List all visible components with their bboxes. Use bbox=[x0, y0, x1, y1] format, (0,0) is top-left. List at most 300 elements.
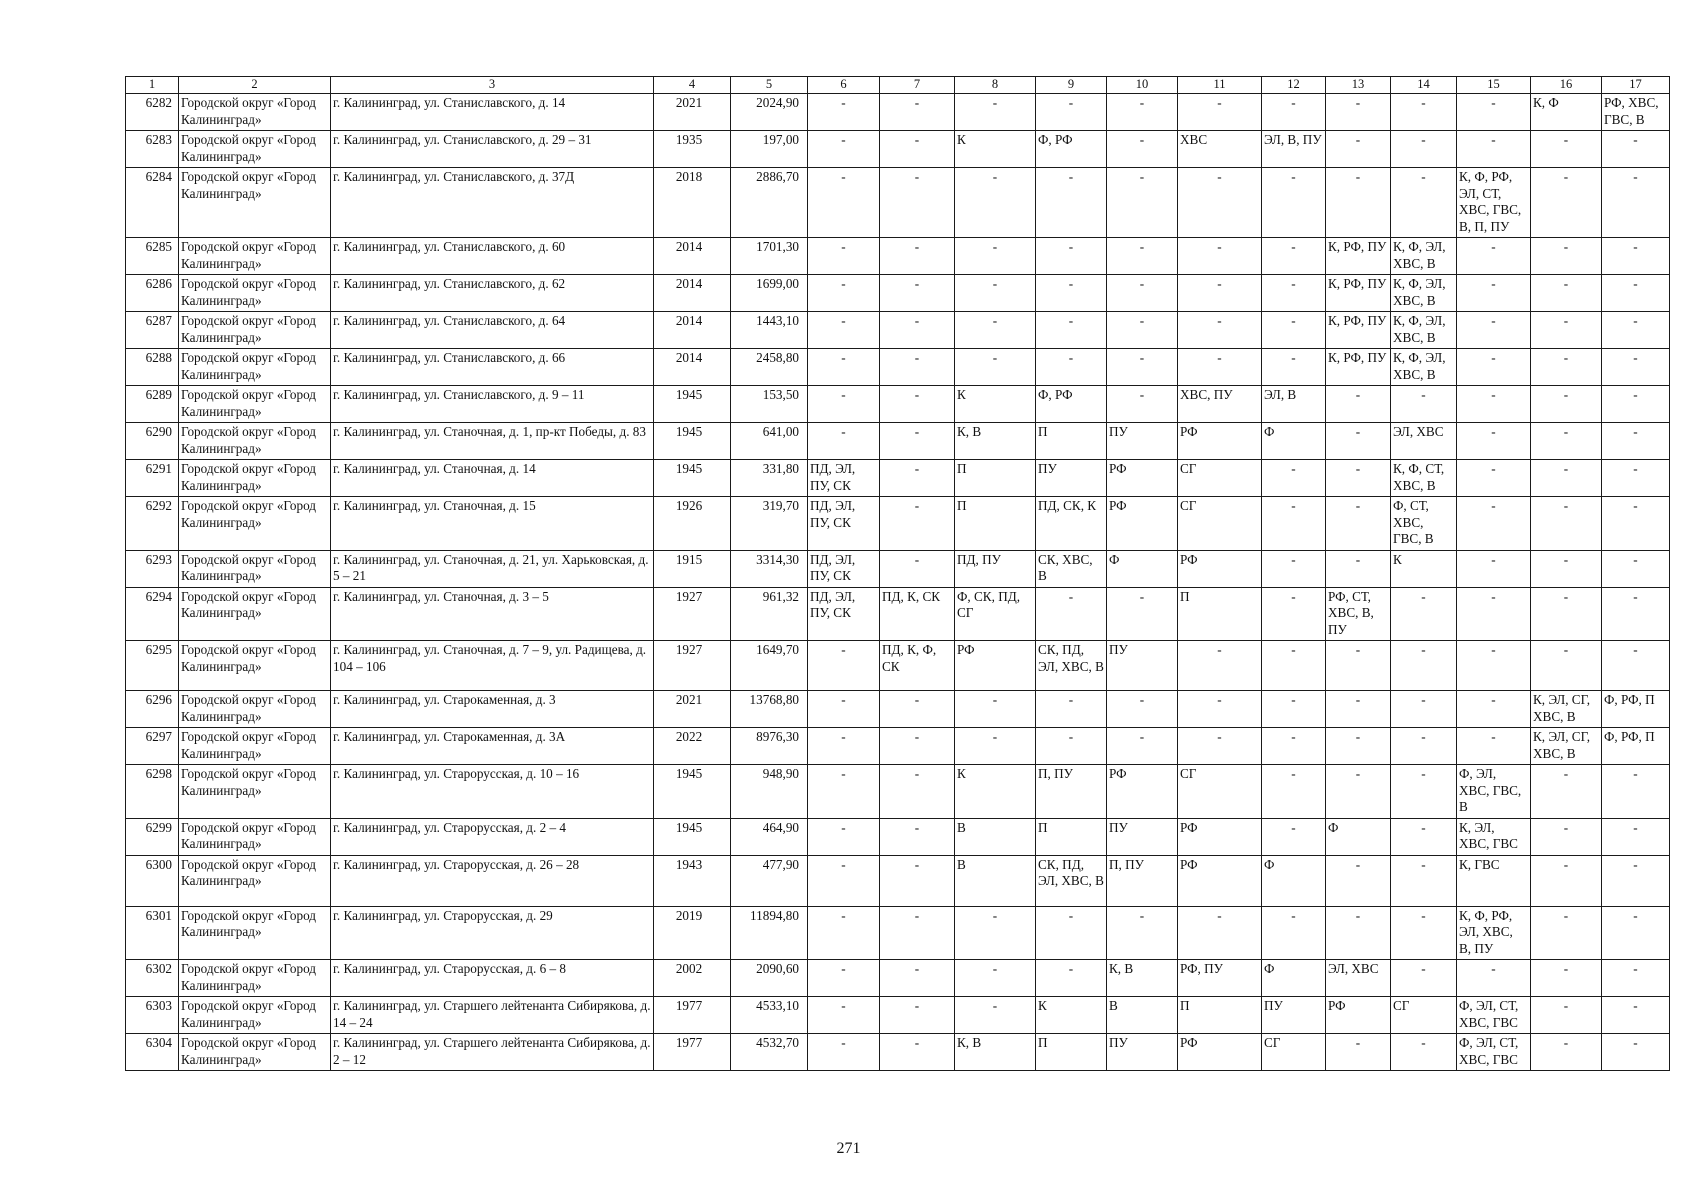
year-cell: 1945 bbox=[654, 386, 731, 423]
work-type-cell: - bbox=[1036, 238, 1107, 275]
area-value-cell: 11894,80 bbox=[731, 906, 808, 960]
work-type-cell: - bbox=[808, 94, 880, 131]
address-cell: г. Калининград, ул. Станиславского, д. 64 bbox=[331, 312, 654, 349]
column-header: 8 bbox=[955, 77, 1036, 94]
work-type-cell: - bbox=[955, 997, 1036, 1034]
municipality-cell: Городской округ «Город Калининград» bbox=[179, 818, 331, 855]
year-cell: 1927 bbox=[654, 587, 731, 641]
work-type-cell: - bbox=[1531, 423, 1602, 460]
register-table-container bbox=[125, 76, 1670, 1071]
table-row bbox=[126, 94, 1670, 131]
table-row bbox=[126, 1034, 1670, 1071]
work-type-cell: К, ЭЛ, ХВС, ГВС bbox=[1457, 818, 1531, 855]
municipality-cell: Городской округ «Город Калининград» bbox=[179, 1034, 331, 1071]
work-type-cell: - bbox=[880, 131, 955, 168]
address-cell: г. Калининград, ул. Станиславского, д. 37Д bbox=[331, 168, 654, 238]
work-type-cell: - bbox=[1602, 855, 1670, 906]
work-type-cell: - bbox=[880, 423, 955, 460]
work-type-cell: П bbox=[1036, 1034, 1107, 1071]
municipality-cell: Городской округ «Город Калининград» bbox=[179, 691, 331, 728]
work-type-cell: К, РФ, ПУ bbox=[1326, 349, 1391, 386]
work-type-cell: РФ bbox=[1107, 460, 1178, 497]
page-number: 271 bbox=[836, 1140, 861, 1157]
work-type-cell: РФ, ХВС, ГВС, В bbox=[1602, 94, 1670, 131]
work-type-cell: - bbox=[1531, 765, 1602, 819]
table-row bbox=[126, 818, 1670, 855]
area-value-cell: 197,00 bbox=[731, 131, 808, 168]
municipality-cell: Городской округ «Город Калининград» bbox=[179, 423, 331, 460]
column-header: 17 bbox=[1602, 77, 1670, 94]
work-type-cell: - bbox=[1262, 312, 1326, 349]
table-row bbox=[126, 497, 1670, 551]
work-type-cell: - bbox=[1391, 765, 1457, 819]
work-type-cell: - bbox=[808, 818, 880, 855]
column-header: 16 bbox=[1531, 77, 1602, 94]
work-type-cell: Ф, ЭЛ, ХВС, ГВС, В bbox=[1457, 765, 1531, 819]
work-type-cell: - bbox=[1036, 349, 1107, 386]
work-type-cell: ПД, К, Ф, СК bbox=[880, 641, 955, 691]
work-type-cell: - bbox=[1036, 906, 1107, 960]
work-type-cell: - bbox=[1036, 312, 1107, 349]
work-type-cell: - bbox=[808, 238, 880, 275]
work-type-cell: Ф, РФ bbox=[1036, 131, 1107, 168]
work-type-cell: - bbox=[1457, 641, 1531, 691]
row-number-cell: 6302 bbox=[126, 960, 179, 997]
work-type-cell: - bbox=[1457, 587, 1531, 641]
row-number-cell: 6296 bbox=[126, 691, 179, 728]
work-type-cell: - bbox=[1107, 349, 1178, 386]
work-type-cell: - bbox=[1602, 906, 1670, 960]
work-type-cell: - bbox=[1531, 1034, 1602, 1071]
year-cell: 1945 bbox=[654, 818, 731, 855]
work-type-cell: К, В bbox=[955, 423, 1036, 460]
work-type-cell: - bbox=[1457, 497, 1531, 551]
table-row bbox=[126, 238, 1670, 275]
area-value-cell: 4533,10 bbox=[731, 997, 808, 1034]
work-type-cell: - bbox=[880, 550, 955, 587]
work-type-cell: К bbox=[955, 386, 1036, 423]
work-type-cell: - bbox=[1326, 906, 1391, 960]
work-type-cell: - bbox=[1326, 691, 1391, 728]
work-type-cell: - bbox=[1457, 94, 1531, 131]
address-cell: г. Калининград, ул. Старшего лейтенанта Сибирякова, д. 14 – 24 bbox=[331, 997, 654, 1034]
work-type-cell: - bbox=[1457, 349, 1531, 386]
address-cell: г. Калининград, ул. Станиславского, д. 66 bbox=[331, 349, 654, 386]
row-number-cell: 6297 bbox=[126, 728, 179, 765]
work-type-cell: К, Ф, ЭЛ, ХВС, В bbox=[1391, 238, 1457, 275]
work-type-cell: СГ bbox=[1178, 497, 1262, 551]
table-row bbox=[126, 765, 1670, 819]
work-type-cell: - bbox=[1531, 997, 1602, 1034]
work-type-cell: - bbox=[808, 765, 880, 819]
work-type-cell: - bbox=[1602, 641, 1670, 691]
address-cell: г. Калининград, ул. Старорусская, д. 6 – 8 bbox=[331, 960, 654, 997]
work-type-cell: - bbox=[1178, 275, 1262, 312]
column-header: 13 bbox=[1326, 77, 1391, 94]
work-type-cell: - bbox=[880, 168, 955, 238]
year-cell: 1927 bbox=[654, 641, 731, 691]
work-type-cell: ПУ bbox=[1036, 460, 1107, 497]
work-type-cell: К, Ф, СТ, ХВС, В bbox=[1391, 460, 1457, 497]
work-type-cell: К, РФ, ПУ bbox=[1326, 275, 1391, 312]
year-cell: 2014 bbox=[654, 275, 731, 312]
work-type-cell: - bbox=[1531, 312, 1602, 349]
work-type-cell: - bbox=[1531, 818, 1602, 855]
work-type-cell: ПД, ЭЛ, ПУ, СК bbox=[808, 497, 880, 551]
work-type-cell: Ф, РФ, П bbox=[1602, 691, 1670, 728]
work-type-cell: - bbox=[1107, 587, 1178, 641]
register-table bbox=[125, 76, 1670, 1071]
address-cell: г. Калининград, ул. Станиславского, д. 62 bbox=[331, 275, 654, 312]
work-type-cell: - bbox=[808, 906, 880, 960]
row-number-cell: 6284 bbox=[126, 168, 179, 238]
municipality-cell: Городской округ «Город Калининград» bbox=[179, 94, 331, 131]
row-number-cell: 6303 bbox=[126, 997, 179, 1034]
row-number-cell: 6291 bbox=[126, 460, 179, 497]
work-type-cell: П bbox=[1178, 587, 1262, 641]
work-type-cell: - bbox=[955, 94, 1036, 131]
work-type-cell: - bbox=[1457, 131, 1531, 168]
column-header: 15 bbox=[1457, 77, 1531, 94]
work-type-cell: - bbox=[808, 1034, 880, 1071]
year-cell: 1926 bbox=[654, 497, 731, 551]
work-type-cell: Ф, ЭЛ, СТ, ХВС, ГВС bbox=[1457, 997, 1531, 1034]
year-cell: 1945 bbox=[654, 423, 731, 460]
work-type-cell: - bbox=[1602, 349, 1670, 386]
municipality-cell: Городской округ «Город Калининград» bbox=[179, 238, 331, 275]
work-type-cell: - bbox=[1602, 765, 1670, 819]
column-header: 6 bbox=[808, 77, 880, 94]
municipality-cell: Городской округ «Город Калининград» bbox=[179, 960, 331, 997]
work-type-cell: - bbox=[880, 349, 955, 386]
work-type-cell: - bbox=[955, 238, 1036, 275]
work-type-cell: - bbox=[1531, 131, 1602, 168]
work-type-cell: - bbox=[1457, 275, 1531, 312]
work-type-cell: - bbox=[1531, 460, 1602, 497]
area-value-cell: 2090,60 bbox=[731, 960, 808, 997]
area-value-cell: 961,32 bbox=[731, 587, 808, 641]
work-type-cell: - bbox=[1602, 587, 1670, 641]
work-type-cell: В bbox=[1107, 997, 1178, 1034]
municipality-cell: Городской округ «Город Калининград» bbox=[179, 550, 331, 587]
municipality-cell: Городской округ «Город Калининград» bbox=[179, 349, 331, 386]
work-type-cell: РФ, СТ, ХВС, В, ПУ bbox=[1326, 587, 1391, 641]
row-number-cell: 6301 bbox=[126, 906, 179, 960]
work-type-cell: ЭЛ, В, ПУ bbox=[1262, 131, 1326, 168]
area-value-cell: 1701,30 bbox=[731, 238, 808, 275]
work-type-cell: - bbox=[1178, 312, 1262, 349]
work-type-cell: - bbox=[880, 691, 955, 728]
work-type-cell: - bbox=[1602, 550, 1670, 587]
column-header: 4 bbox=[654, 77, 731, 94]
column-header: 9 bbox=[1036, 77, 1107, 94]
table-row bbox=[126, 728, 1670, 765]
work-type-cell: Ф, СТ, ХВС, ГВС, В bbox=[1391, 497, 1457, 551]
work-type-cell: РФ bbox=[1326, 997, 1391, 1034]
table-row bbox=[126, 997, 1670, 1034]
year-cell: 2021 bbox=[654, 691, 731, 728]
table-row bbox=[126, 550, 1670, 587]
work-type-cell: - bbox=[1326, 423, 1391, 460]
work-type-cell: - bbox=[1531, 238, 1602, 275]
row-number-cell: 6289 bbox=[126, 386, 179, 423]
work-type-cell: К, В bbox=[955, 1034, 1036, 1071]
year-cell: 2014 bbox=[654, 238, 731, 275]
work-type-cell: - bbox=[880, 460, 955, 497]
area-value-cell: 2458,80 bbox=[731, 349, 808, 386]
address-cell: г. Калининград, ул. Старокаменная, д. 3 bbox=[331, 691, 654, 728]
table-row bbox=[126, 168, 1670, 238]
municipality-cell: Городской округ «Город Калининград» bbox=[179, 131, 331, 168]
area-value-cell: 464,90 bbox=[731, 818, 808, 855]
work-type-cell: ПД, ЭЛ, ПУ, СК bbox=[808, 460, 880, 497]
work-type-cell: ПУ bbox=[1107, 641, 1178, 691]
work-type-cell: - bbox=[1602, 818, 1670, 855]
address-cell: г. Калининград, ул. Старорусская, д. 2 – 4 bbox=[331, 818, 654, 855]
work-type-cell: - bbox=[1457, 691, 1531, 728]
work-type-cell: - bbox=[1178, 641, 1262, 691]
work-type-cell: - bbox=[880, 855, 955, 906]
row-number-cell: 6288 bbox=[126, 349, 179, 386]
work-type-cell: Ф, РФ, П bbox=[1602, 728, 1670, 765]
work-type-cell: СГ bbox=[1262, 1034, 1326, 1071]
municipality-cell: Городской округ «Город Калининград» bbox=[179, 275, 331, 312]
work-type-cell: Ф, СК, ПД, СГ bbox=[955, 587, 1036, 641]
year-cell: 1945 bbox=[654, 765, 731, 819]
work-type-cell: - bbox=[1036, 94, 1107, 131]
work-type-cell: - bbox=[1391, 906, 1457, 960]
municipality-cell: Городской округ «Город Калининград» bbox=[179, 312, 331, 349]
work-type-cell: - bbox=[1531, 497, 1602, 551]
column-header: 7 bbox=[880, 77, 955, 94]
municipality-cell: Городской округ «Город Калининград» bbox=[179, 765, 331, 819]
work-type-cell: - bbox=[1602, 960, 1670, 997]
work-type-cell: Ф bbox=[1262, 423, 1326, 460]
work-type-cell: - bbox=[1391, 131, 1457, 168]
work-type-cell: К, РФ, ПУ bbox=[1326, 238, 1391, 275]
work-type-cell: - bbox=[1036, 275, 1107, 312]
work-type-cell: - bbox=[1602, 238, 1670, 275]
work-type-cell: - bbox=[1326, 131, 1391, 168]
work-type-cell: - bbox=[1531, 641, 1602, 691]
year-cell: 1943 bbox=[654, 855, 731, 906]
table-body bbox=[126, 77, 1670, 1071]
work-type-cell: - bbox=[1326, 641, 1391, 691]
work-type-cell: - bbox=[880, 275, 955, 312]
work-type-cell: РФ bbox=[1107, 497, 1178, 551]
table-row bbox=[126, 131, 1670, 168]
address-cell: г. Калининград, ул. Станиславского, д. 14 bbox=[331, 94, 654, 131]
table-row bbox=[126, 855, 1670, 906]
work-type-cell: - bbox=[880, 94, 955, 131]
work-type-cell: - bbox=[1391, 641, 1457, 691]
work-type-cell: - bbox=[808, 168, 880, 238]
work-type-cell: - bbox=[1107, 168, 1178, 238]
work-type-cell: - bbox=[1178, 906, 1262, 960]
work-type-cell: - bbox=[1531, 349, 1602, 386]
header-row bbox=[126, 77, 1670, 94]
work-type-cell: - bbox=[808, 855, 880, 906]
work-type-cell: К, Ф, ЭЛ, ХВС, В bbox=[1391, 349, 1457, 386]
work-type-cell: ПУ bbox=[1262, 997, 1326, 1034]
work-type-cell: - bbox=[1531, 855, 1602, 906]
row-number-cell: 6292 bbox=[126, 497, 179, 551]
work-type-cell: - bbox=[1391, 691, 1457, 728]
work-type-cell: - bbox=[1602, 312, 1670, 349]
work-type-cell: - bbox=[880, 1034, 955, 1071]
address-cell: г. Калининград, ул. Старорусская, д. 29 bbox=[331, 906, 654, 960]
work-type-cell: - bbox=[1602, 386, 1670, 423]
work-type-cell: - bbox=[1262, 349, 1326, 386]
area-value-cell: 319,70 bbox=[731, 497, 808, 551]
work-type-cell: - bbox=[1178, 94, 1262, 131]
address-cell: г. Калининград, ул. Старорусская, д. 26 – 28 bbox=[331, 855, 654, 906]
table-row bbox=[126, 349, 1670, 386]
work-type-cell: - bbox=[1326, 855, 1391, 906]
work-type-cell: - bbox=[808, 275, 880, 312]
work-type-cell: СГ bbox=[1391, 997, 1457, 1034]
work-type-cell: - bbox=[1107, 312, 1178, 349]
row-number-cell: 6286 bbox=[126, 275, 179, 312]
row-number-cell: 6304 bbox=[126, 1034, 179, 1071]
column-header: 12 bbox=[1262, 77, 1326, 94]
work-type-cell: - bbox=[880, 312, 955, 349]
table-row bbox=[126, 460, 1670, 497]
work-type-cell: - bbox=[808, 423, 880, 460]
municipality-cell: Городской округ «Город Калининград» bbox=[179, 497, 331, 551]
work-type-cell: - bbox=[1326, 728, 1391, 765]
work-type-cell: - bbox=[1326, 1034, 1391, 1071]
work-type-cell: П bbox=[955, 460, 1036, 497]
work-type-cell: - bbox=[1531, 168, 1602, 238]
municipality-cell: Городской округ «Город Калининград» bbox=[179, 855, 331, 906]
work-type-cell: П bbox=[1036, 423, 1107, 460]
work-type-cell: ПУ bbox=[1107, 818, 1178, 855]
work-type-cell: - bbox=[1531, 587, 1602, 641]
area-value-cell: 2024,90 bbox=[731, 94, 808, 131]
work-type-cell: - bbox=[1602, 1034, 1670, 1071]
work-type-cell: - bbox=[1262, 728, 1326, 765]
row-number-cell: 6294 bbox=[126, 587, 179, 641]
work-type-cell: П bbox=[1178, 997, 1262, 1034]
row-number-cell: 6287 bbox=[126, 312, 179, 349]
work-type-cell: ПУ bbox=[1107, 1034, 1178, 1071]
work-type-cell: - bbox=[880, 906, 955, 960]
work-type-cell: К, ЭЛ, СГ, ХВС, В bbox=[1531, 691, 1602, 728]
row-number-cell: 6299 bbox=[126, 818, 179, 855]
work-type-cell: П bbox=[1036, 818, 1107, 855]
area-value-cell: 13768,80 bbox=[731, 691, 808, 728]
work-type-cell: К, Ф bbox=[1531, 94, 1602, 131]
work-type-cell: К bbox=[955, 765, 1036, 819]
work-type-cell: - bbox=[808, 349, 880, 386]
work-type-cell: РФ bbox=[1107, 765, 1178, 819]
work-type-cell: - bbox=[1531, 275, 1602, 312]
work-type-cell: - bbox=[1107, 906, 1178, 960]
work-type-cell: - bbox=[1457, 550, 1531, 587]
work-type-cell: СГ bbox=[1178, 765, 1262, 819]
work-type-cell: - bbox=[1107, 275, 1178, 312]
address-cell: г. Калининград, ул. Станиславского, д. 29 – 31 bbox=[331, 131, 654, 168]
work-type-cell: - bbox=[1262, 641, 1326, 691]
work-type-cell: - bbox=[1036, 960, 1107, 997]
work-type-cell: - bbox=[955, 906, 1036, 960]
row-number-cell: 6282 bbox=[126, 94, 179, 131]
work-type-cell: - bbox=[1602, 275, 1670, 312]
work-type-cell: - bbox=[1326, 550, 1391, 587]
area-value-cell: 331,80 bbox=[731, 460, 808, 497]
work-type-cell: - bbox=[955, 275, 1036, 312]
work-type-cell: - bbox=[1036, 728, 1107, 765]
work-type-cell: - bbox=[1326, 168, 1391, 238]
address-cell: г. Калининград, ул. Станочная, д. 14 bbox=[331, 460, 654, 497]
address-cell: г. Калининград, ул. Станочная, д. 15 bbox=[331, 497, 654, 551]
work-type-cell: - bbox=[1262, 550, 1326, 587]
year-cell: 1915 bbox=[654, 550, 731, 587]
work-type-cell: СК, ПД, ЭЛ, ХВС, В bbox=[1036, 855, 1107, 906]
table-row bbox=[126, 641, 1670, 691]
row-number-cell: 6298 bbox=[126, 765, 179, 819]
work-type-cell: - bbox=[1391, 587, 1457, 641]
work-type-cell: СК, ПД, ЭЛ, ХВС, В bbox=[1036, 641, 1107, 691]
work-type-cell: ЭЛ, ХВС bbox=[1391, 423, 1457, 460]
work-type-cell: - bbox=[1262, 587, 1326, 641]
column-header: 3 bbox=[331, 77, 654, 94]
work-type-cell: - bbox=[880, 960, 955, 997]
work-type-cell: К, Ф, РФ, ЭЛ, ХВС, В, ПУ bbox=[1457, 906, 1531, 960]
area-value-cell: 3314,30 bbox=[731, 550, 808, 587]
area-value-cell: 153,50 bbox=[731, 386, 808, 423]
address-cell: г. Калининград, ул. Станочная, д. 7 – 9, ул. Радищева, д. 104 – 106 bbox=[331, 641, 654, 691]
work-type-cell: - bbox=[1178, 349, 1262, 386]
work-type-cell: К, В bbox=[1107, 960, 1178, 997]
work-type-cell: РФ bbox=[1178, 818, 1262, 855]
year-cell: 1977 bbox=[654, 1034, 731, 1071]
area-value-cell: 641,00 bbox=[731, 423, 808, 460]
address-cell: г. Калининград, ул. Старшего лейтенанта Сибирякова, д. 2 – 12 bbox=[331, 1034, 654, 1071]
work-type-cell: - bbox=[1107, 238, 1178, 275]
work-type-cell: ХВС, ПУ bbox=[1178, 386, 1262, 423]
column-header: 1 bbox=[126, 77, 179, 94]
work-type-cell: - bbox=[955, 312, 1036, 349]
work-type-cell: - bbox=[808, 312, 880, 349]
work-type-cell: - bbox=[1262, 460, 1326, 497]
work-type-cell: РФ, ПУ bbox=[1178, 960, 1262, 997]
work-type-cell: - bbox=[1262, 691, 1326, 728]
work-type-cell: - bbox=[1036, 168, 1107, 238]
work-type-cell: - bbox=[808, 691, 880, 728]
work-type-cell: - bbox=[1457, 238, 1531, 275]
work-type-cell: П, ПУ bbox=[1036, 765, 1107, 819]
work-type-cell: - bbox=[1326, 460, 1391, 497]
work-type-cell: РФ bbox=[1178, 423, 1262, 460]
year-cell: 2022 bbox=[654, 728, 731, 765]
column-header: 11 bbox=[1178, 77, 1262, 94]
table-row bbox=[126, 312, 1670, 349]
table-row bbox=[126, 386, 1670, 423]
work-type-cell: ПД, К, СК bbox=[880, 587, 955, 641]
work-type-cell: Ф bbox=[1262, 855, 1326, 906]
work-type-cell: - bbox=[1602, 131, 1670, 168]
work-type-cell: - bbox=[1602, 423, 1670, 460]
area-value-cell: 948,90 bbox=[731, 765, 808, 819]
table-row bbox=[126, 691, 1670, 728]
work-type-cell: - bbox=[1457, 423, 1531, 460]
work-type-cell: В bbox=[955, 818, 1036, 855]
work-type-cell: Ф bbox=[1262, 960, 1326, 997]
work-type-cell: - bbox=[880, 386, 955, 423]
work-type-cell: - bbox=[955, 728, 1036, 765]
